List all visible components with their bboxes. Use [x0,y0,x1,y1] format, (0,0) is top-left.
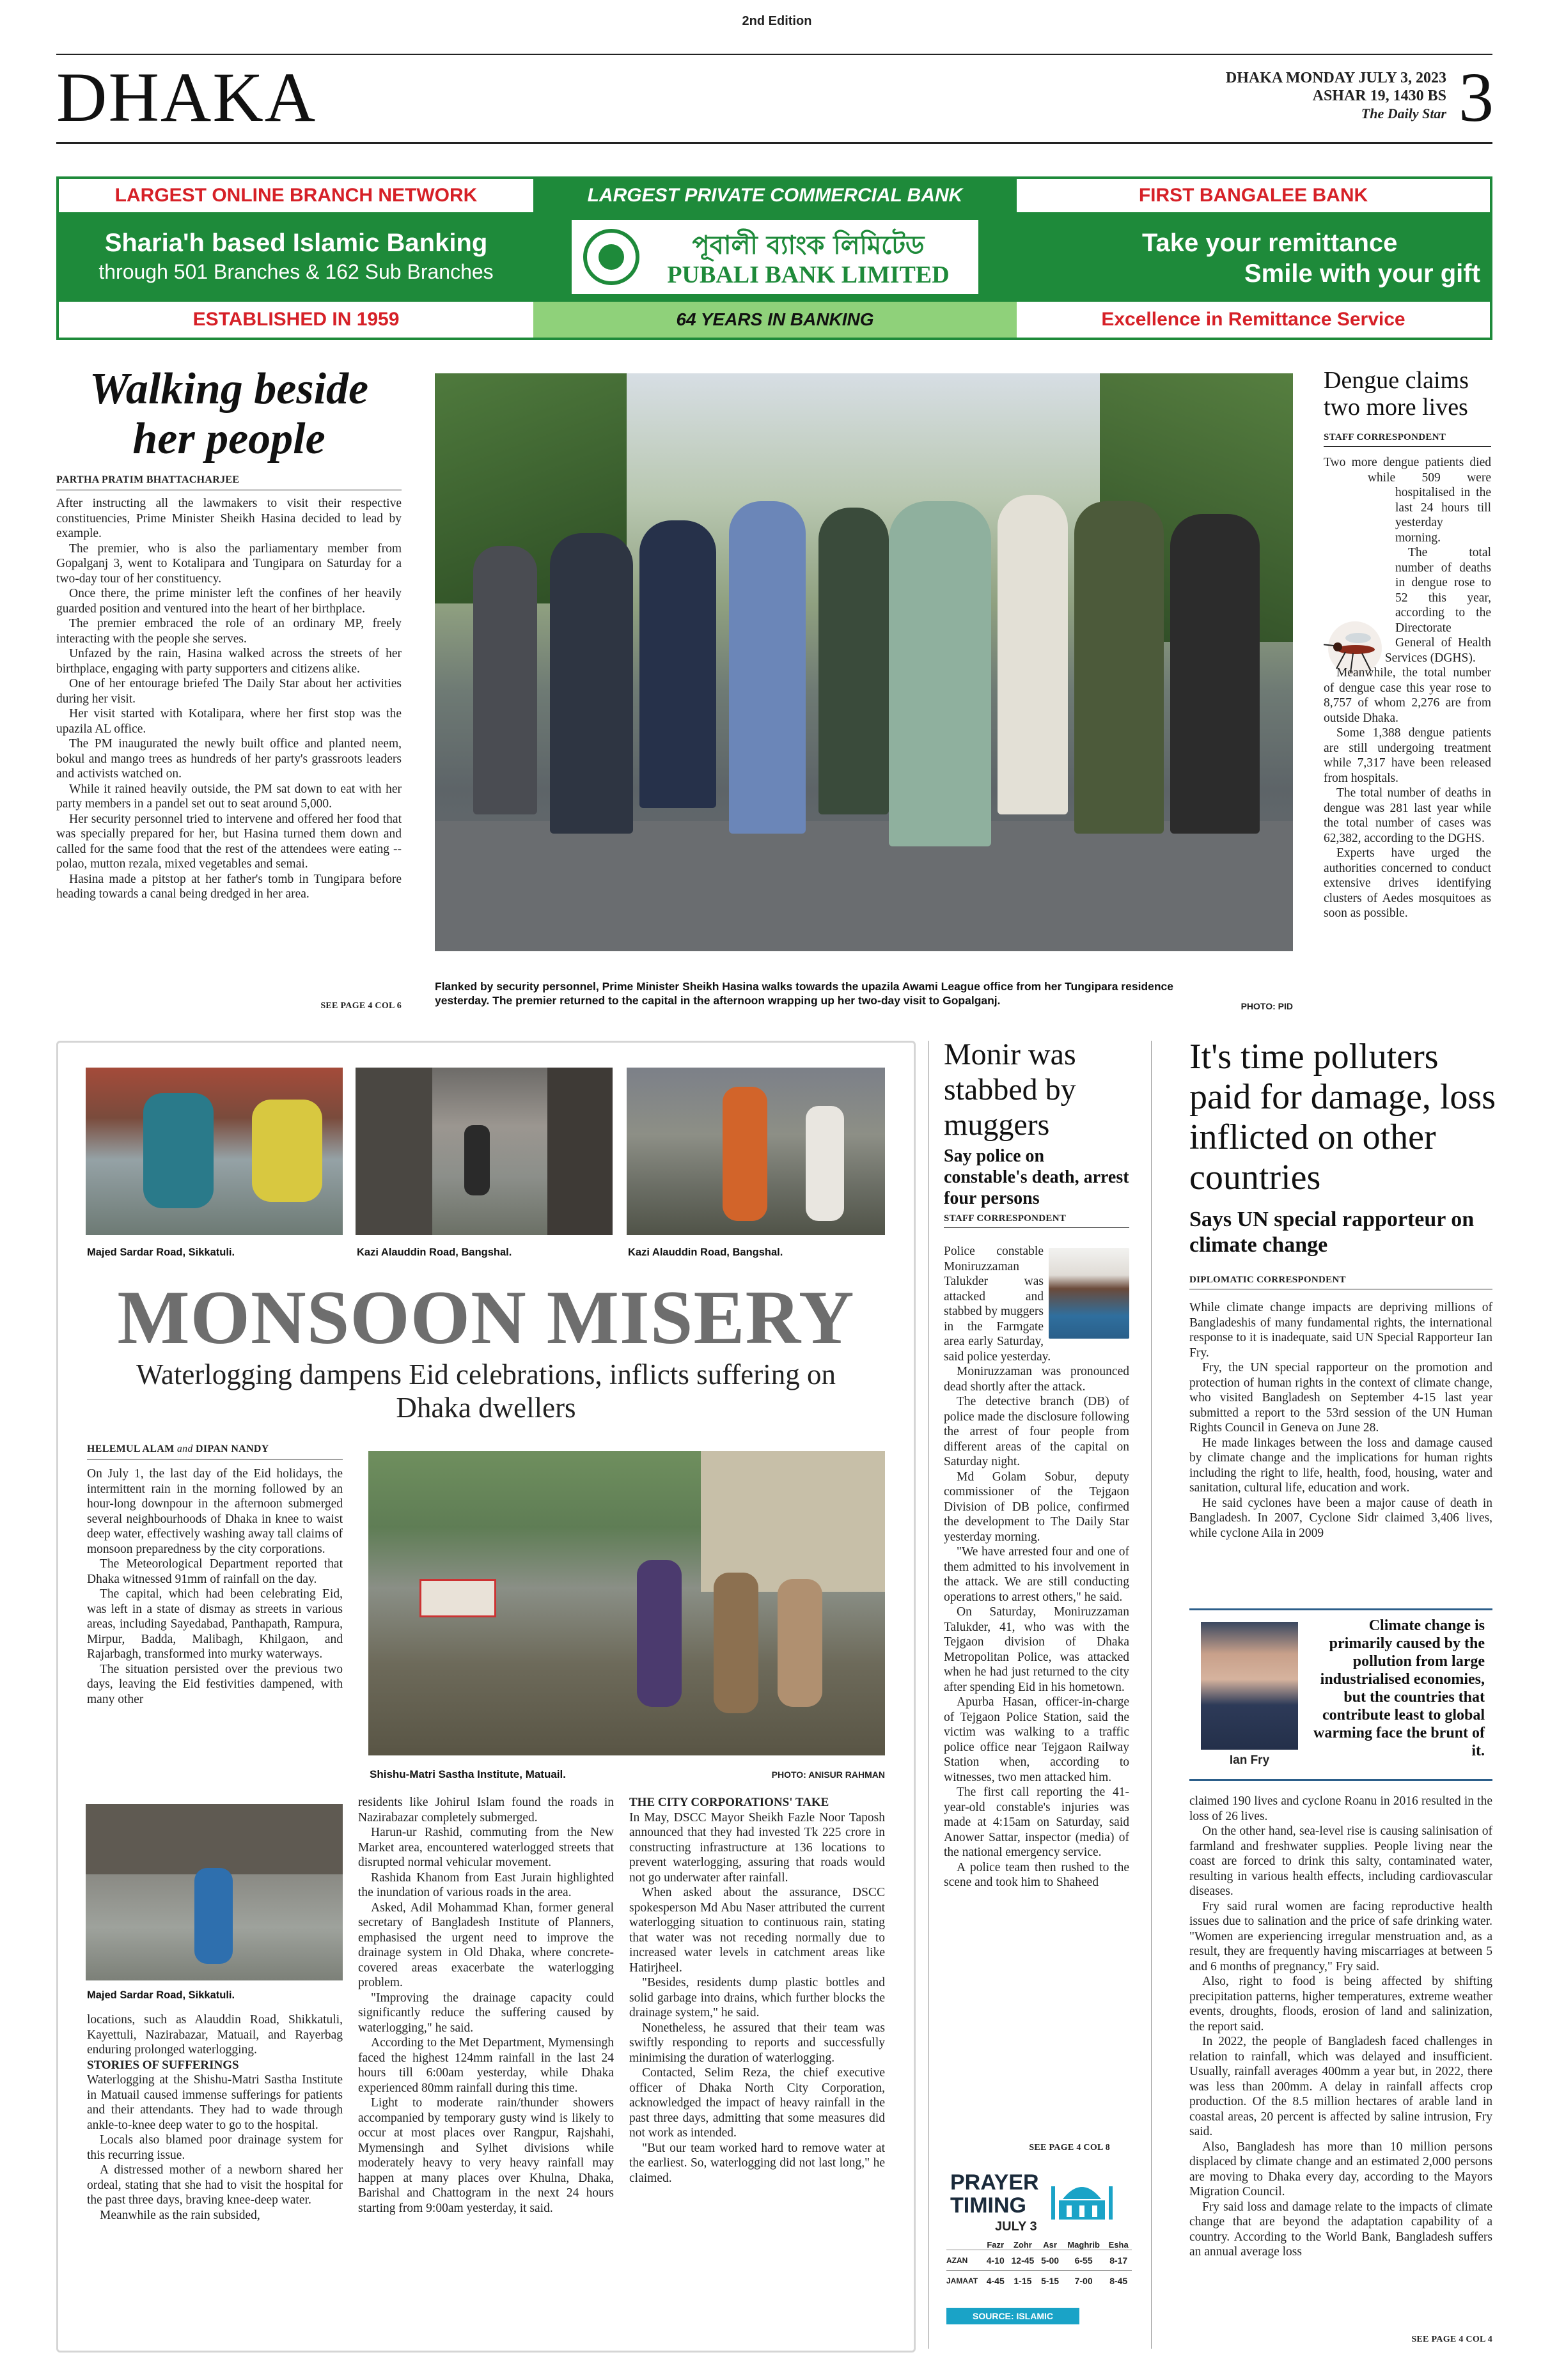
paragraph: claimed 190 lives and cyclone Roanu in 2016 resulted in the loss of 26 lives. [1189,1794,1492,1823]
paragraph: residents like Johirul Islam found the roads in Nazirabazar completely submerged. [358,1796,614,1824]
ad-bot-mid: 64 YEARS IN BANKING [533,302,1017,338]
ad-bot-left: ESTABLISHED IN 1959 [192,309,400,330]
paper-logo: The Daily Star [1361,105,1446,121]
prayer-h-0: Fazr [987,2240,1005,2250]
pm-photo-caption: Flanked by security personnel, Prime Minister Sheikh Hasina walks towards the upazila Awami League office from her Tungipara residence yesterday. The premier returned to the capital in the afternoon wrapping up her two-day visit to Gopalganj. [435,980,1174,1007]
prayer-time: 8-45 [1109,2275,1128,2286]
monsoon-col1b [87,2012,343,2338]
paragraph: Light to moderate rain/thunder showers accompanied by temporary gusty wind is likely to occur at most places over Rangpur, Rajshahi, Mymensingh and Sylhet divisions while moderately heavy to very heavy rainfall may happen at many places over Khulna, Dhaka, Barishal and Chattogram in the next 24 hours starting from 9:00am yesterday, it said. [358,2096,614,2215]
prayer-time: 4-45 [986,2275,1005,2286]
paragraph: Two more dengue patients died while 509 were hospitalised in the last 24 hours till yesterday morning. [1324,456,1491,545]
paragraph: Fry, the UN special rapporteur on the promotion and protection of human rights in the context of climate change, who visited Bangladesh on September 4-15 last year submitted a report to the 53rd session of the UN Human Rights Council in Geneva on June 28. [1189,1361,1492,1435]
paragraph: Police constable Moniruzzaman Talukder was attacked and stabbed by muggers in the Farmgate area early Saturday, said police yesterday. [944,1245,1051,1364]
prayer-time: 5-00 [1041,2255,1060,2266]
climate-quote: Climate change is primarily caused by the pollution from large industrialised economies, but the countries that contribute least to global warming face the brunt of it. [1313,1617,1485,1759]
prayer-date: JULY 3 [995,2220,1037,2234]
paragraph: When asked about the assurance, DSCC spokesperson Md Abu Naser attributed the current waterlogging situation to continuous rain, stating that water was not receding normally due to increased water levels in catchment areas like Hatirjheel. [629,1886,885,1975]
climate-left-rule [1151,1041,1152,2349]
ad-left-text [59,228,533,285]
monsoon-byline [87,1443,356,1455]
prayer-time: 7-00 [1074,2275,1093,2286]
monsoon-caption-1: Majed Sardar Road, Sikkatuli. [87,1247,235,1258]
paragraph: Her visit started with Kotalipara, where her first stop was the upazila AL office. [56,707,402,736]
prayer-table [946,2240,1132,2291]
climate-body2 [1189,1794,1492,2332]
prayer-time: 8-17 [1109,2255,1128,2266]
pubali-ad[interactable] [56,176,1492,340]
paragraph: Harun-ur Rashid, commuting from the New Market area, encountered waterlogged streets that disrupted normal vehicular movement. [358,1826,614,1869]
ad-left-line2: through 501 Branches & 162 Sub Branches [98,260,494,283]
monsoon-col1 [87,1466,343,1799]
monsoon-photo-1 [86,1068,343,1235]
prayer-header-row [946,2240,1132,2250]
prayer-time: 12-45 [1011,2255,1035,2266]
monir-byline-rule [944,1227,1129,1228]
paragraph: Contacted, Selim Reza, the chief executive officer of Dhaka North City Corporation, acknowledged the impact of heavy rainfall in the past three days, admitting that some measures did not work as intended. [629,2066,885,2140]
dateline [1226,69,1446,123]
prayer-title [950,2171,1039,2217]
dengue-body [1324,455,1491,1005]
ad-right-text [1017,228,1490,289]
paragraph: The first call reporting the 41-year-old constable's injuries was made at 4:15am on Saturday, said Anower Sattar, inspector (media) of the national emergency service. [944,1785,1129,1859]
ad-bangla-name: পূবালী ব্যাংক লিমিটেড [692,231,925,260]
paragraph: The Meteorological Department reported that Dhaka witnessed 91mm of rainfall on the day. [87,1557,343,1586]
masthead-bottom-rule [56,142,1492,144]
paragraph: Nonetheless, he assured that their team was swiftly responding to reports and successfully minimising the duration of waterlogging. [629,2021,885,2065]
paragraph: The total number of deaths in dengue was 281 last year while the total number of cases was 62,382, according to the DGHS. [1324,786,1491,845]
monsoon-photo-2 [356,1068,613,1235]
prayer-time: 5-15 [1041,2275,1060,2286]
mosque-icon [1049,2174,1115,2222]
paragraph: The total number of deaths in dengue rose to 52 this year, according to the Directorate General of Health Services (DGHS). [1384,546,1491,665]
ad-top-right: FIRST BANGALEE BANK [1138,185,1368,206]
ad-bank-name: PUBALI BANK LIMITED [667,261,950,288]
paragraph: On Saturday, Moniruzzaman Talukder, 41, who was with the Tejgaon division of Dhaka Metropolitan Police, was attacked when he had just returned to the city after spending Eid in his hometown. [944,1605,1129,1694]
ad-logo-box [572,220,978,294]
prayer-title-2: TIMING [950,2193,1026,2218]
paragraph: According to the Met Department, Mymensingh faced the highest 124mm rainfall in the last 24 hours till 6:00am yesterday, while Dhaka experienced 80mm rainfall during this time. [358,2036,614,2095]
paragraph: The PM inaugurated the newly built office and planted neem, bokul and mango trees as hundreds of her party's grassroots leaders and activists watched on. [56,737,402,781]
monsoon-big-credit: PHOTO: ANISUR RAHMAN [771,1769,885,1780]
climate-byline: DIPLOMATIC CORRESPONDENT [1189,1275,1346,1285]
paragraph: Meanwhile as the rain subsided, [100,2208,260,2222]
section-title: DHAKA [56,58,317,136]
paragraph: Experts have urged the authorities concerned to conduct extensive drives identifying clusters of Aedes mosquitoes as soon as possible. [1324,846,1491,920]
prayer-box [944,2170,1133,2338]
monsoon-caption-4: Majed Sardar Road, Sikkatuli. [87,1989,235,2001]
monsoon-col3 [629,1795,885,2338]
climate-subhead: Says UN special rapporteur on climate change [1189,1208,1475,1257]
monir-left-rule [928,1041,929,2349]
monsoon-big-caption: Shishu-Matri Sastha Institute, Matuail. [370,1768,566,1780]
paragraph: Hasina made a pitstop at her father's tomb in Tungipara before heading towards a canal being dredged in her area. [56,872,402,901]
pm-photo-credit: PHOTO: PID [1241,1001,1293,1011]
ad-bot-right: Excellence in Remittance Service [1101,309,1405,330]
quote-name: Ian Fry [1229,1754,1270,1767]
prayer-time: 1-15 [1014,2275,1032,2286]
prayer-h-1: Zohr [1013,2240,1032,2250]
paragraph: "We have arrested four and one of them admitted to his involvement in the attack. We are still conducting operations to arrest others," he said. [944,1545,1129,1604]
monsoon-subhead: Waterlogging dampens Eid celebrations, inflicts suffering on Dhaka dwellers [136,1358,836,1424]
prayer-h-4: Esha [1108,2240,1129,2250]
prayer-h-2: Asr [1043,2240,1057,2250]
prayer-row [946,2271,1132,2291]
dengue-byline: STAFF CORRESPONDENT [1324,432,1446,442]
prayer-time: 4-10 [986,2255,1005,2266]
paragraph: "Besides, residents dump plastic bottles and solid garbage into drains, which further blocks the drainage system," he said. [629,1976,885,2019]
paragraph: Apurba Hasan, officer-in-charge of Tejgaon Police Station, said the victim was walking to a traffic police office near Tejgaon Railway Station when, according to witnesses, two men attacked him. [944,1695,1129,1784]
paragraph: The situation persisted over the previous two days, leaving the Eid festivities dampened, with many other [87,1662,343,1706]
monir-body [944,1244,1129,2152]
monsoon-byline-1: HELEMUL ALAM [87,1443,175,1454]
prayer-row [946,2250,1132,2271]
paragraph: locations, such as Alauddin Road, Shikkatuli, Kayettuli, Nazirabazar, Matuail, and Rayerbag enduring prolonged waterlogging. [87,2013,343,2057]
paragraph: Locals also blamed poor drainage system for this recurring issue. [87,2133,343,2162]
pm-headline-2: her people [132,414,325,463]
pm-byline: PARTHA PRATIM BHATTACHARJEE [56,474,240,485]
prayer-time: 6-55 [1074,2255,1093,2266]
monsoon-byline-2: DIPAN NANDY [196,1443,269,1454]
dateline-bangla: ASHAR 19, 1430 BS [1312,88,1446,104]
pm-main-photo [435,373,1293,951]
monsoon-caption-2: Kazi Alauddin Road, Bangshal. [357,1247,512,1258]
climate-see-page[interactable]: SEE PAGE 4 COL 4 [1411,2335,1492,2344]
dengue-rule [1324,446,1491,447]
ad-right-line2: Smile with your gift [1244,260,1480,288]
paragraph: One of her entourage briefed The Daily Star about her activities during her visit. [56,677,402,706]
paragraph: "Improving the drainage capacity could significantly reduce the suffering caused by waterlogging," he said. [358,1991,614,2035]
paragraph: He made linkages between the loss and damage caused by climate change and the implications for human rights including the right to life, health, food, housing, water and sanitation, cultural life, education and work. [1189,1436,1492,1495]
paragraph: On the other hand, sea-level rise is causing salinisation of farmland and freshwater supplies. People living near the coast are forced to drink this salty, contaminated water, resulting in various health effects, including cardiovascular diseases. [1189,1824,1492,1898]
dengue-headline: Dengue claims two more lives [1324,367,1469,421]
paragraph: After instructing all the lawmakers to visit their respective constituencies, Prime Minister Sheikh Hasina decided to lead by example. [56,497,402,540]
paragraph: Moniruzzaman was pronounced dead shortly after the attack. [944,1365,1129,1394]
pm-body [56,496,402,992]
paragraph: Asked, Adil Mohammad Khan, former general secretary of Bangladesh Institute of Planners, emphasised the urgent need to improve the drainage system in Old Dhaka, where concrete-covered areas exacerbate the waterlogging problem. [358,1901,614,1989]
paragraph: Fry said rural women are facing reproductive health issues due to salination and the price of safe drinking water. "Women are experiencing irregular menstruation and, as a result, they are frequently having miscarriages at between 5 and 6 months of pregnancy," Fry said. [1189,1899,1492,1973]
paragraph: In 2022, the people of Bangladesh faced challenges in relation to rainfall, which was delayed and insufficient. Usually, rainfall averages 400mm a year but, in 2022, there was less than 200mm. A delay in rainfall affects crop production. Of the 8.5 million hectares of arable land in coastal areas, 20 percent is affected by saline intrusion, Fry said. [1189,2035,1492,2138]
paragraph: Also, Bangladesh has more than 10 million persons displaced by climate change and an estimated 2,000 persons are moving to Dhaka every day, according to the Mayors Migration Council. [1189,2140,1492,2198]
ad-right-line1: Take your remittance [1142,229,1398,257]
monir-byline: STAFF CORRESPONDENT [944,1213,1067,1224]
ad-top-left: LARGEST ONLINE BRANCH NETWORK [114,185,478,206]
paragraph: While climate change impacts are depriving millions of Bangladeshis of many fundamental rights, the international response to it is inadequate, said UN Special Rapporteur Ian Fry. [1189,1301,1492,1360]
moniruzzaman-photo [1049,1248,1129,1339]
paragraph: He said cyclones have been a major cause of death in Bangladesh. In 2007, Cyclone Sidr claimed 3,406 lives, while cyclone Aila in 2009 [1189,1496,1492,1540]
prayer-title-1: PRAYER [950,2170,1039,2195]
monsoon-big-photo [368,1451,885,1755]
paragraph: While it rained heavily outside, the PM sat down to eat with her party members in a pandel set out to seat around 5,000. [56,782,402,811]
dateline-date: DHAKA MONDAY JULY 3, 2023 [1225,70,1446,86]
monir-subhead: Say police on constable's death, arrest four persons [944,1146,1129,1208]
pm-headline-1: Walking beside [89,364,369,414]
edition-label: 2nd Edition [742,14,812,28]
pm-headline [56,364,402,464]
section-subhead: STORIES OF SUFFERINGS [87,2058,239,2072]
paragraph: Md Golam Sobur, deputy commissioner of the Tejgaon Division of DB police, confirmed the development to The Daily Star yesterday morning. [944,1470,1129,1544]
paragraph: Meanwhile, the total number of dengue case this year rose to 8,757 of whom 2,276 are from outside Dhaka. [1324,666,1491,725]
paragraph: A distressed mother of a newborn shared her ordeal, stating that she had to visit the hospital for the past three days, braving knee-deep water. [87,2163,343,2207]
paragraph: Some 1,388 dengue patients are still undergoing treatment while 7,317 have been released from hospitals. [1324,726,1491,785]
paragraph: Her security personnel tried to intervene and offered her food that was specially prepared for her, but Hasina turned them down and called for the same food that the rest of the attendees were eating -- polao, mutton rezala, mixed vegetables and semai. [56,812,402,871]
monir-see-page[interactable]: SEE PAGE 4 COL 8 [1029,2143,1110,2152]
paragraph: In May, DSCC Mayor Sheikh Fazle Noor Taposh announced that they had invested Tk 225 crore in constructing infrastructure at 136 locations to prevent waterlogging, assuring that roads would not go underwater after rainfall. [629,1810,885,1885]
paragraph: Rashida Khanom from East Jurain highlighted the inundation of various roads in the area. [358,1871,614,1899]
masthead-top-rule [56,54,1492,55]
paragraph: On July 1, the last day of the Eid holidays, the intermittent rain in the morning followed by an hour-long downpour in the afternoon submerged several neighbourhoods of Dhaka in knee to waist deep water, effectively washing away tall claims of monsoon preparedness by the city corporations. [87,1467,343,1556]
monsoon-byline-and: and [176,1443,193,1454]
monsoon-caption-3: Kazi Alauddin Road, Bangshal. [628,1247,783,1258]
paragraph: A police team then rushed to the scene and took him to Shaheed [944,1860,1129,1889]
ad-top-mid: LARGEST PRIVATE COMMERCIAL BANK [533,179,1017,212]
climate-headline: It's time polluters paid for damage, loss inflicted on other countries [1189,1037,1496,1197]
monsoon-headline: MONSOON MISERY [117,1275,855,1360]
ad-left-line1: Sharia'h based Islamic Banking [104,229,488,257]
paragraph: The premier, who is also the parliamentary member from Gopalganj 3, went to Kotalipara and Tungipara on Saturday for a two-day tour of her constituency. [56,541,402,586]
paragraph: Fry said loss and damage relate to the impacts of climate change that are beyond the adaptation capability of a country. According to the World Bank, Bangladesh suffers an annual average loss [1189,2200,1492,2259]
section-subhead: THE CITY CORPORATIONS' TAKE [629,1796,829,1809]
monsoon-photo-3 [627,1068,885,1235]
pubali-logo-icon [583,229,639,285]
prayer-source: SOURCE: ISLAMIC FOUNDATION [946,2308,1079,2324]
prayer-row-label: AZAN [946,2255,968,2265]
paragraph: The capital, which had been celebrating Eid, was left in a state of dismay as streets in various areas, including Sayedabad, Panthapath, Rampura, Mirpur, Badda, Malibagh, Khilgaon, and Rajarbagh, transformed into murky waterways. [87,1587,343,1661]
paragraph: Once there, the prime minister left the confines of her heavily guarded position and ventured into the heart of her birthplace. [56,587,402,616]
pm-see-page[interactable]: SEE PAGE 4 COL 6 [320,1001,402,1011]
page-number: 3 [1459,58,1494,136]
prayer-row-label: JAMAAT [946,2276,978,2285]
paragraph: "But our team worked hard to remove water at the earliest. So, waterlogging did not last long," he claimed. [629,2141,885,2185]
prayer-h-3: Maghrib [1067,2240,1100,2250]
climate-quote-box [1189,1608,1492,1781]
ian-fry-photo [1201,1622,1298,1750]
paragraph: Unfazed by the rain, Hasina walked across the streets of her birthplace, engaging with party supporters and citizens alike. [56,647,402,676]
climate-body1 [1189,1300,1492,1601]
paragraph: Waterlogging at the Shishu-Matri Sastha Institute in Matuail caused immense sufferings for patients and their attendants. They had to wade through ankle-to-knee deep water to go to the hospital. [87,2073,343,2132]
monsoon-col2 [358,1795,614,2338]
paragraph: The detective branch (DB) of police made the disclosure following the arrest of four people from different areas of the capital on Saturday night. [944,1395,1129,1468]
paragraph: Also, right to food is being affected by shifting precipitation patterns, higher temperatures, extreme weather events, droughts, floods, erosion of land and salinization, the report said. [1189,1975,1492,2034]
monsoon-photo-4 [86,1804,343,1980]
paragraph: The premier embraced the role of an ordinary MP, freely interacting with the people she serves. [56,617,402,646]
monir-headline: Monir was stabbed by muggers [944,1038,1076,1142]
